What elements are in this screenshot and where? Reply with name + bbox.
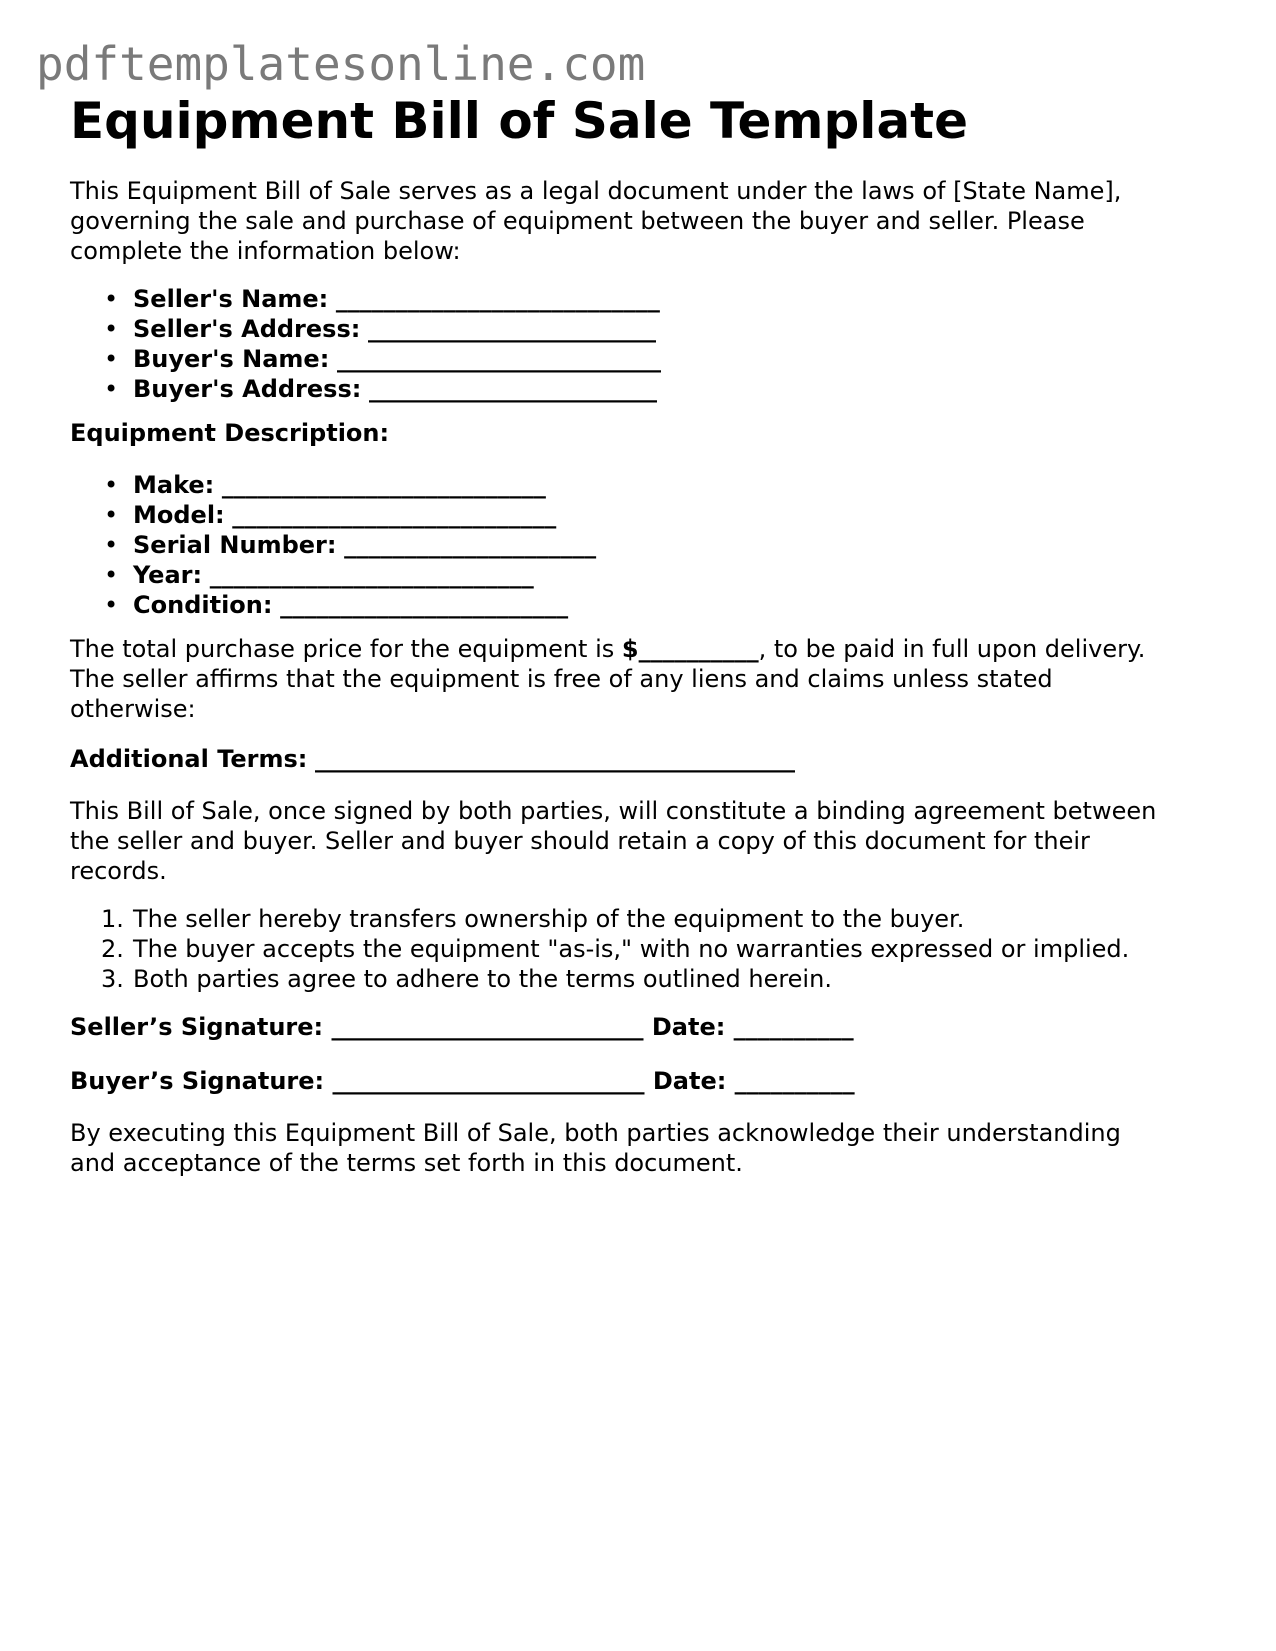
closing-line: and acceptance of the terms set forth in this document. <box>70 1149 743 1177</box>
price-text-before: The total purchase price for the equipment is <box>70 635 622 663</box>
bullet-icon: • <box>104 561 119 589</box>
clause-text: The seller hereby transfers ownership of the equipment to the buyer. <box>133 905 965 933</box>
price-line: The seller affirms that the equipment is free of any liens and claims unless stated <box>70 665 1053 693</box>
list-item <box>70 530 1220 560</box>
watermark: pdftemplatesonline.com <box>36 37 646 91</box>
buyer-name-label: Buyer's Name: <box>133 345 330 373</box>
price-line: otherwise: <box>70 695 196 723</box>
clause-text: The buyer accepts the equipment "as-is," with no warranties expressed or implied. <box>133 935 1130 963</box>
list-item <box>70 934 1220 964</box>
make-label: Make: <box>133 471 215 499</box>
bullet-icon: • <box>104 471 119 499</box>
seller-address-label: Seller's Address: <box>133 315 361 343</box>
page-title: Equipment Bill of Sale Template <box>70 92 968 150</box>
intro-line: This Equipment Bill of Sale serves as a legal document under the laws of [State Name], <box>70 177 1122 205</box>
equipment-description-heading: Equipment Description: <box>70 419 390 447</box>
serial-number-label: Serial Number: <box>133 531 337 559</box>
list-item <box>70 964 1220 994</box>
buyer-address-field[interactable]: ________________________ <box>368 375 657 403</box>
model-field[interactable]: ___________________________ <box>232 501 557 529</box>
binding-line: records. <box>70 857 167 885</box>
bullet-icon: • <box>104 315 119 343</box>
price-paragraph <box>70 634 1220 724</box>
closing-line: By executing this Equipment Bill of Sale, both parties acknowledge their understanding <box>70 1119 1121 1147</box>
binding-line: the seller and buyer. Seller and buyer should retain a copy of this document for their <box>70 827 1090 855</box>
list-item <box>70 500 1220 530</box>
list-item <box>70 284 1220 314</box>
price-line <box>70 634 1220 664</box>
additional-terms-line <box>70 744 1220 774</box>
bullet-icon: • <box>104 531 119 559</box>
year-label: Year: <box>133 561 203 589</box>
bullet-icon: • <box>104 501 119 529</box>
document-page <box>70 88 1220 1177</box>
intro-line: governing the sale and purchase of equipment between the buyer and seller. Please <box>70 207 1085 235</box>
buyer-name-field[interactable]: ___________________________ <box>336 345 661 373</box>
make-field[interactable]: ___________________________ <box>221 471 546 499</box>
bullet-icon: • <box>104 591 119 619</box>
model-label: Model: <box>133 501 225 529</box>
intro-paragraph <box>70 176 1220 266</box>
bullet-icon: • <box>104 345 119 373</box>
price-text-after: , to be paid in full upon delivery. <box>758 635 1146 663</box>
buyer-signature-line[interactable]: Buyer’s Signature: __________________________ Date: __________ <box>70 1067 855 1095</box>
condition-label: Condition: <box>133 591 273 619</box>
price-amount-field[interactable]: $__________ <box>621 635 759 663</box>
intro-line: complete the information below: <box>70 237 461 265</box>
list-item <box>70 374 1220 404</box>
buyer-address-label: Buyer's Address: <box>133 375 362 403</box>
clauses-list <box>70 904 1220 994</box>
list-item <box>70 470 1220 500</box>
seller-name-field[interactable]: ___________________________ <box>335 285 660 313</box>
additional-terms-label: Additional Terms: <box>70 745 308 773</box>
list-item <box>70 314 1220 344</box>
clause-number: 1. <box>101 905 124 933</box>
clause-text: Both parties agree to adhere to the terms outlined herein. <box>133 965 832 993</box>
clause-number: 3. <box>101 965 124 993</box>
list-item <box>70 560 1220 590</box>
closing-paragraph <box>70 1118 1220 1178</box>
bullet-icon: • <box>104 285 119 313</box>
seller-address-field[interactable]: ________________________ <box>367 315 656 343</box>
serial-number-field[interactable]: _____________________ <box>344 531 597 559</box>
condition-field[interactable]: ________________________ <box>280 591 569 619</box>
list-item <box>70 904 1220 934</box>
bullet-icon: • <box>104 375 119 403</box>
seller-name-label: Seller's Name: <box>133 285 329 313</box>
party-fields-list <box>70 284 1220 404</box>
year-field[interactable]: ___________________________ <box>209 561 534 589</box>
list-item <box>70 344 1220 374</box>
additional-terms-field[interactable]: ________________________________________ <box>315 745 796 773</box>
binding-paragraph <box>70 796 1220 886</box>
equipment-fields-list <box>70 470 1220 620</box>
list-item <box>70 590 1220 620</box>
clause-number: 2. <box>101 935 124 963</box>
binding-line: This Bill of Sale, once signed by both parties, will constitute a binding agreement between <box>70 797 1157 825</box>
seller-signature-line[interactable]: Seller’s Signature: __________________________ Date: __________ <box>70 1013 854 1041</box>
